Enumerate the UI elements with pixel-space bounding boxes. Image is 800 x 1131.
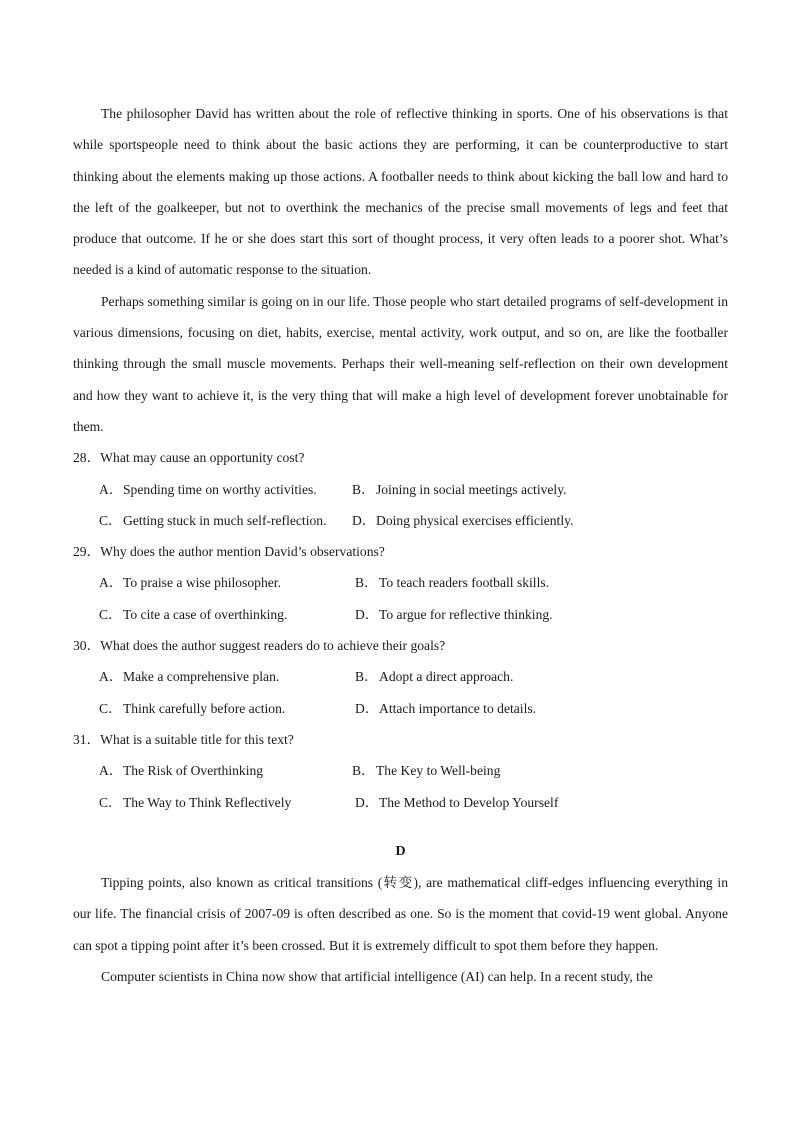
option-c: C．The Way to Think Reflectively xyxy=(99,794,292,810)
option-b: B．Adopt a direct approach. xyxy=(355,669,514,685)
passage-c-paragraph-1: The philosopher David has written about the role of reflective thinking in sports. One of his observations is that while sportspeople need to think about the basic actions they are performing, it can be counterproductive to start thinking about the elements making up those actions. A footballer needs to think about kicking the ball low and hard to the left of the goalkeeper, but not to overthink the mechanics of the precise small movements of legs and feet that produce that outcome. If he or she does start this sort of thought process, it very often leads to a poorer shot. What’s needed is a kind of automatic response to the situation. xyxy=(73,106,728,278)
passage-c-paragraph-2: Perhaps something similar is going on in our life. Those people who start detailed programs of self-development in various dimensions, focusing on diet, habits, exercise, mental activity, work output, and so on, are like the footballer thinking through the small muscle movements. Perhaps their well-meaning self-reflection on their own development and how they want to achieve it, is the very thing that will make a high level of development forever unobtainable for them. xyxy=(73,293,728,434)
option-b: B．To teach readers football skills. xyxy=(355,575,550,591)
passage-d-paragraph-1: Tipping points, also known as critical transitions (转变), are mathematical cliff-edges influencing everything in our life. The financial crisis of 2007-09 is often described as one. So is the moment that covid-19 went global. Anyone can spot a tipping point after it’s been crossed. But it is extremely difficult to spot them before they happen. xyxy=(73,875,728,953)
exam-page xyxy=(73,98,728,992)
option-c: C．Think carefully before action. xyxy=(99,700,286,716)
option-d: D．Doing physical exercises efficiently. xyxy=(352,512,574,528)
option-a: A．Make a comprehensive plan. xyxy=(99,669,280,685)
question-stem: 30．What does the author suggest readers do to achieve their goals? xyxy=(73,638,446,654)
option-a: A．To praise a wise philosopher. xyxy=(99,575,281,591)
option-b: B．Joining in social meetings actively. xyxy=(352,481,567,497)
question-30 xyxy=(73,630,728,724)
option-d: D．Attach importance to details. xyxy=(355,700,537,716)
passage-d-paragraph-2: Computer scientists in China now show that artificial intelligence (AI) can help. In a recent study, the xyxy=(101,969,653,985)
question-28 xyxy=(73,442,728,536)
option-a: A．The Risk of Overthinking xyxy=(99,763,264,779)
question-stem: 31．What is a suitable title for this text? xyxy=(73,731,294,747)
option-c: C．Getting stuck in much self-reflection. xyxy=(99,512,327,528)
question-31 xyxy=(73,724,728,818)
option-b: B．The Key to Well-being xyxy=(352,763,501,779)
option-d: D．To argue for reflective thinking. xyxy=(355,606,553,622)
option-a: A．Spending time on worthy activities. xyxy=(99,481,317,497)
question-stem: 28．What may cause an opportunity cost? xyxy=(73,450,305,466)
option-c: C．To cite a case of overthinking. xyxy=(99,606,288,622)
option-d: D．The Method to Develop Yourself xyxy=(355,794,559,810)
question-stem: 29．Why does the author mention David’s observations? xyxy=(73,544,385,560)
question-29 xyxy=(73,536,728,630)
section-d-title: D xyxy=(395,843,406,859)
